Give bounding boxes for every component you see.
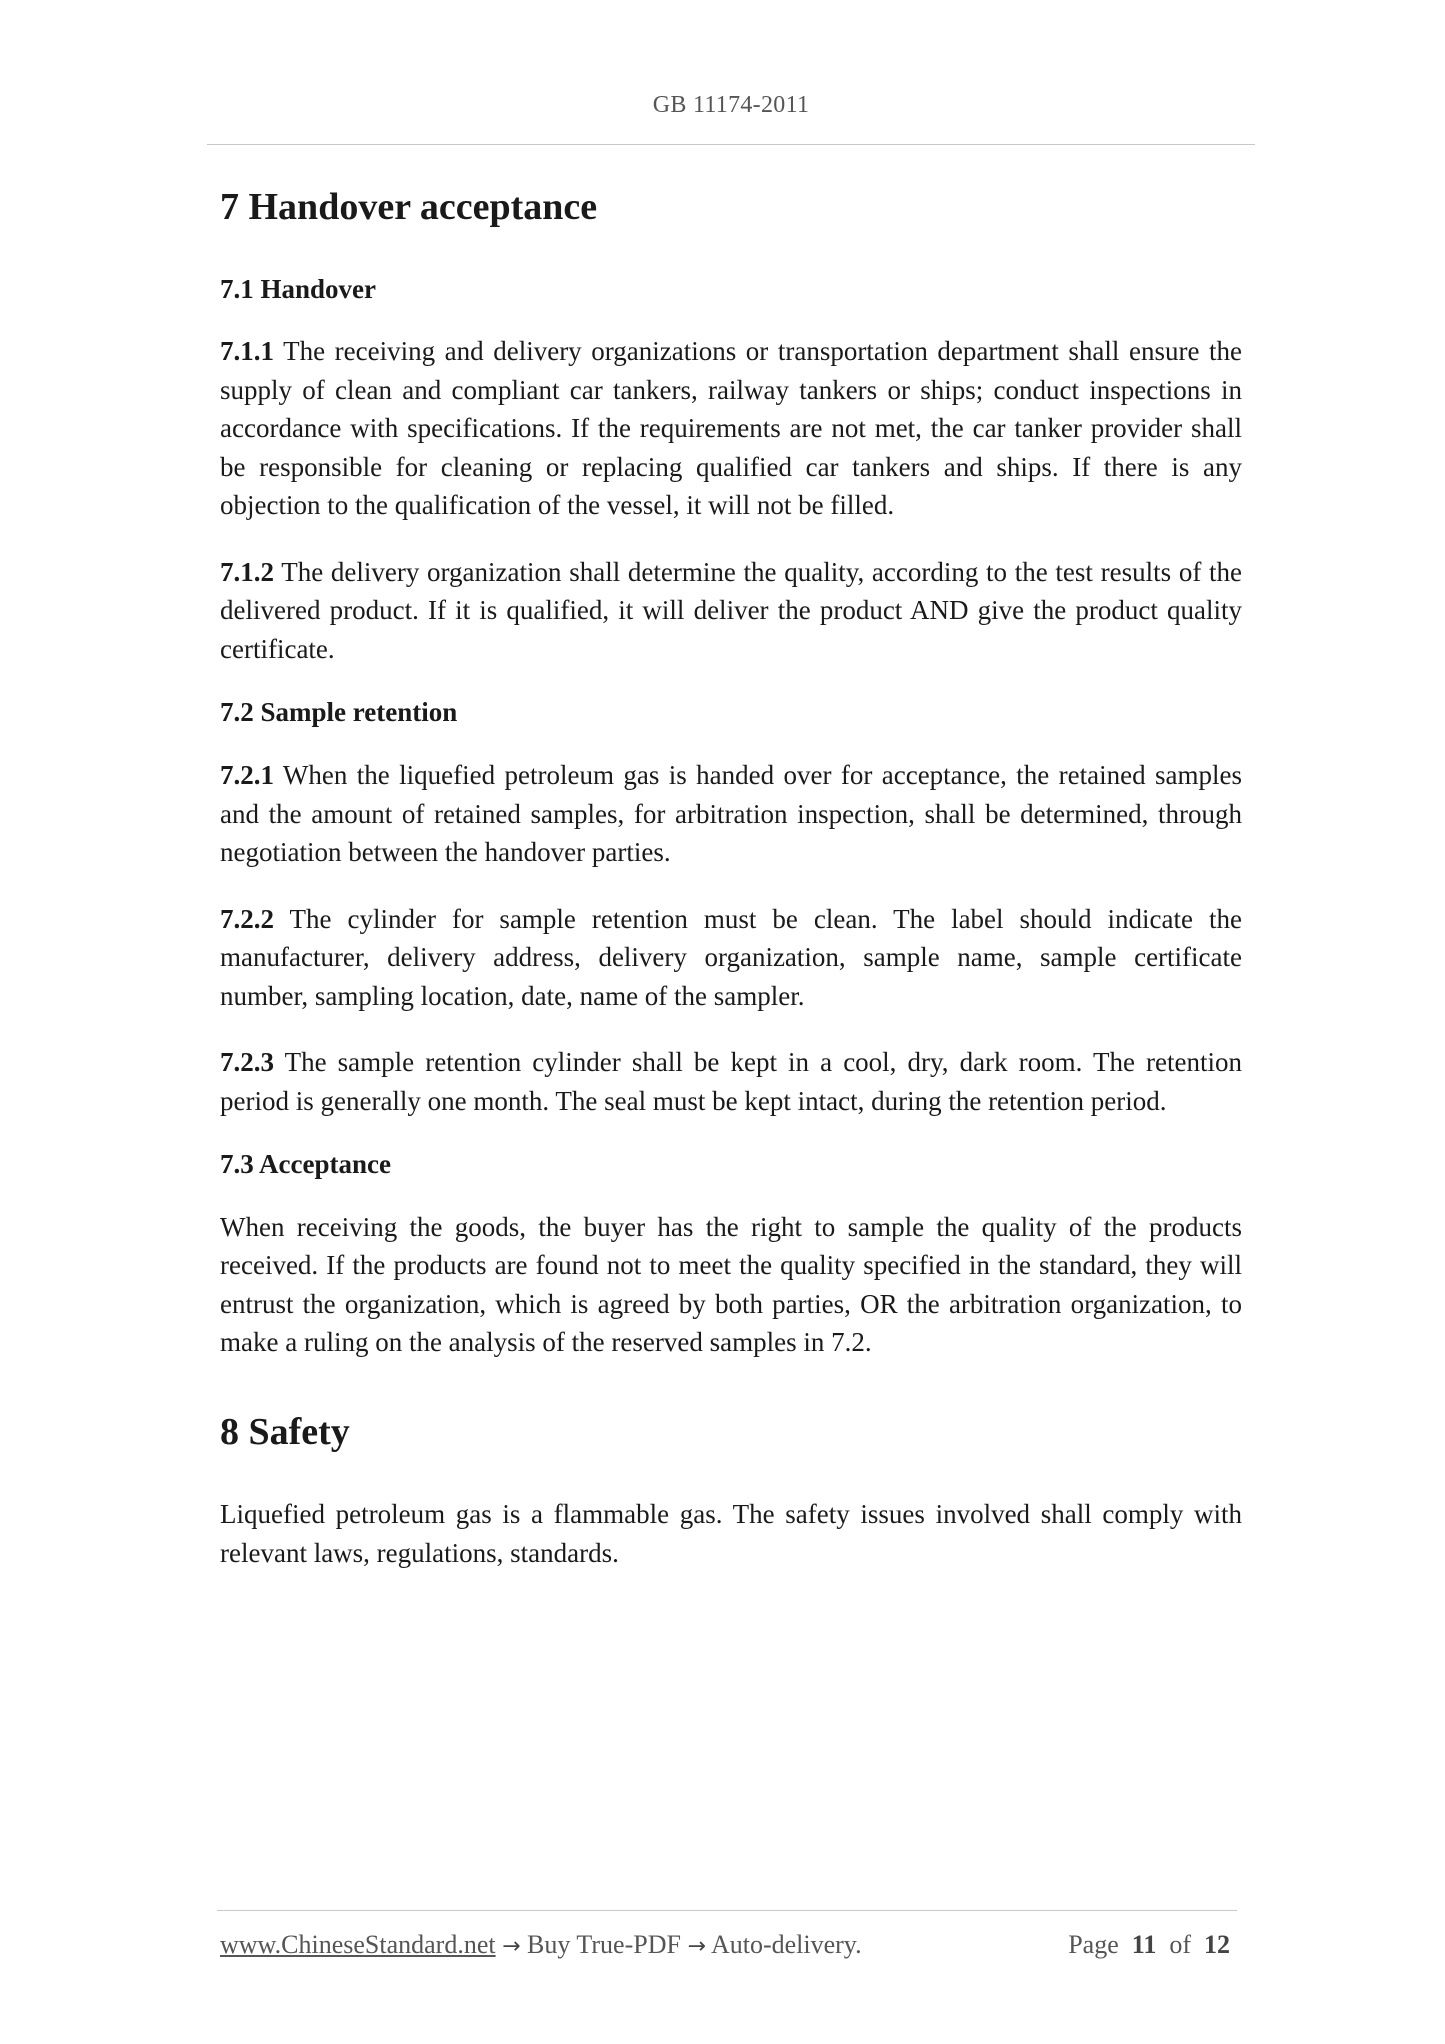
clause-number: 7.2.3: [220, 1047, 274, 1078]
clause-number: 7.2.1: [220, 760, 274, 791]
clause-text: When the liquefied petroleum gas is handed over for acceptance, the retained samples and the amount of retained samples, for arbitration inspection, shall be determined, through negotiation between the handover parties.: [220, 760, 1242, 868]
clause-7-2-2: [220, 900, 1242, 1016]
page-of-label: of: [1169, 1930, 1191, 1959]
safety-paragraph: Liquefied petroleum gas is a flammable gas. The safety issues involved shall comply with relevant laws, regulations, standards.: [220, 1499, 1242, 1568]
clause-text: The delivery organization shall determine the quality, according to the test results of the delivered product. If it is qualified, it will deliver the product AND give the product quality certificate.: [220, 556, 1242, 664]
arrow-right-icon: →: [502, 1934, 521, 1959]
website-link[interactable]: www.ChineseStandard.net: [220, 1930, 496, 1959]
header-divider: [207, 144, 1255, 145]
subsection-7-3-heading: 7.3 Acceptance: [220, 1149, 391, 1180]
page-header: [207, 92, 1255, 119]
clause-text: The receiving and delivery organizations or transportation department shall ensure the supply of clean and compliant car tankers, railway tankers or ships; conduct inspections in accordance with specifications. If the requirements are not met, the car tanker provider shall be responsible for cleaning or replacing qualified car tankers and ships. If there is any objection to the qualification of the vessel, it will not be filled.: [220, 336, 1243, 521]
subsection-7-2-heading: 7.2 Sample retention: [220, 697, 458, 728]
page-label: Page: [1068, 1930, 1119, 1959]
clause-text: The cylinder for sample retention must be clean. The label should indicate the manufacturer, delivery address, delivery organization, sample name, sample certificate number, sampling location, date, name of the sampler.: [220, 903, 1242, 1011]
footer-divider: [217, 1910, 1237, 1911]
page-number: [1068, 1930, 1230, 1960]
clause-text: The sample retention cylinder shall be kept in a cool, dry, dark room. The retention period is generally one month. The seal must be kept intact, during the retention period.: [220, 1047, 1242, 1116]
footer-left: [220, 1930, 862, 1960]
auto-delivery-text: Auto-delivery.: [710, 1930, 862, 1959]
clause-7-2-3: [220, 1043, 1242, 1120]
subsection-7-1-heading: 7.1 Handover: [220, 273, 377, 304]
clause-7-1-2: [220, 553, 1242, 669]
clause-number: 7.2.2: [220, 903, 274, 934]
arrow-right-icon: →: [687, 1934, 706, 1959]
clause-number: 7.1.1: [220, 336, 274, 367]
total-pages: 12: [1204, 1930, 1230, 1959]
clause-7-2-1: [220, 756, 1242, 872]
section-7-heading: 7 Handover acceptance: [220, 186, 598, 228]
current-page: 11: [1131, 1930, 1157, 1959]
acceptance-paragraph: When receiving the goods, the buyer has the right to sample the quality of the products received. If the products are found not to meet the quality specified in the standard, they will entrust the organization, which is agreed by both parties, OR the arbitration organization, to make a ruling on the analysis of the reserved samples in 7.2.: [220, 1211, 1242, 1358]
clause-7-1-1: [220, 332, 1242, 525]
clause-number: 7.1.2: [220, 556, 274, 587]
standard-code: GB 11174-2011: [652, 92, 810, 118]
section-8-heading: 8 Safety: [220, 1410, 350, 1453]
buy-true-pdf-text: Buy True-PDF: [527, 1930, 681, 1959]
document-body: [220, 185, 1242, 1600]
